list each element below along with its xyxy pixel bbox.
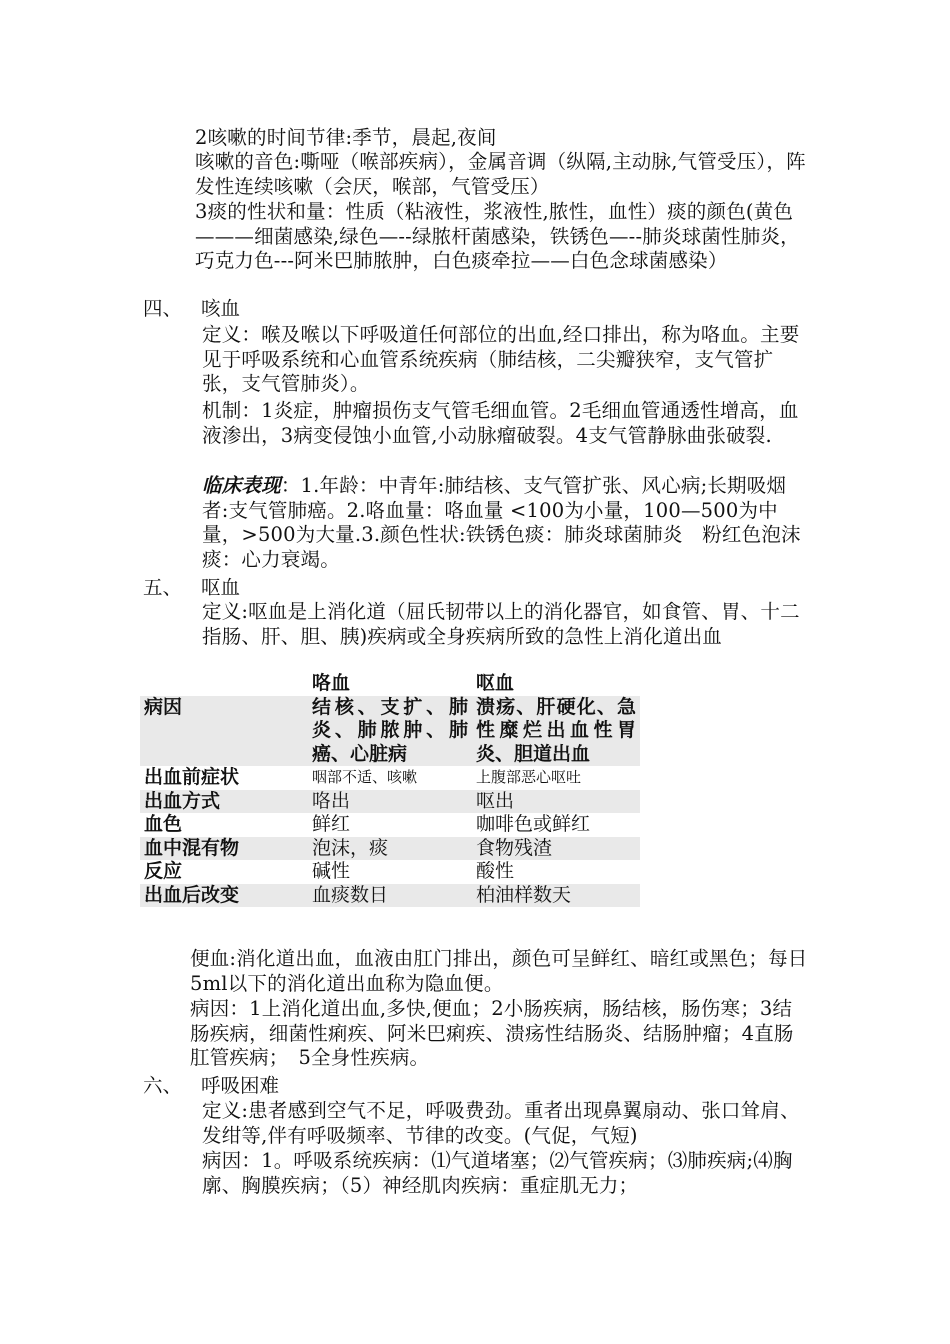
hematemesis-definition: 定义:呕血是上消化道（屈氏韧带以上的消化器官，如食管、胃、十二指肠、肝、胆、胰)疾病或全身疾病所致的急性上消化道出血	[202, 600, 800, 648]
table-row	[140, 813, 640, 837]
dyspnea-causes: 病因：1。呼吸系统疾病：⑴气道堵塞；⑵气管疾病；⑶肺疾病;⑷胸廓、胸膜疾病；（5）神经肌肉疾病：重症肌无力；	[202, 1149, 793, 1197]
table-cell: 咖啡色或鲜红	[476, 813, 591, 835]
table-cell: 鲜红	[312, 813, 351, 835]
dyspnea-definition: 定义:患者感到空气不足，呼吸费劲。重者出现鼻翼扇动、张口耸肩、发绀等,伴有呼吸频率、节律的改变。(气促，气短)	[202, 1099, 800, 1147]
table-cell: 咽部不适、咳嗽	[312, 768, 418, 786]
row-label: 病因	[140, 696, 308, 767]
hemoptysis-clinical	[202, 474, 810, 572]
table-cell: 泡沫，痰	[308, 837, 472, 861]
row-label: 血色	[144, 813, 183, 835]
table-cell: 酸性	[476, 860, 515, 882]
table-row	[140, 696, 640, 767]
cough-sputum: 3痰的性状和量：性质（粘液性，浆液性,脓性，血性）痰的颜色(黄色———细菌感染,绿色—--绿脓杆菌感染，铁锈色—--肺炎球菌性肺炎，巧克力色---阿米巴肺脓肿，白色痰牵拉——白色念球菌感染）	[195, 200, 800, 273]
row-label: 出血方式	[140, 790, 308, 814]
table-row	[140, 790, 640, 814]
table-cell: 碱性	[312, 860, 351, 882]
table-cell: 上腹部恶心呕吐	[476, 768, 582, 786]
section-6-heading	[143, 1074, 279, 1098]
section-5-heading	[143, 576, 240, 600]
clinical-text: ：1.年龄：中青年:肺结核、支气管扩张、风心病;长期吸烟者:支气管肺癌。2.咯血量：咯血量 <100为小量，100—500为中量，>500为大量.3.颜色性状:铁锈色痰：肺炎球菌肺炎 粉红色泡沫痰：心力衰竭。	[202, 474, 801, 571]
table-cell: 血痰数日	[308, 884, 472, 908]
clinical-label: 临床表现	[202, 474, 281, 497]
section-title: 呕血	[201, 576, 241, 599]
section-title: 呼吸困难	[201, 1074, 280, 1097]
table-cell: 呕出	[472, 790, 640, 814]
comparison-table	[140, 672, 640, 907]
table-row	[140, 766, 640, 790]
table-cell: 柏油样数天	[472, 884, 640, 908]
table-cell: 结核、支扩、肺炎、肺脓肿、肺癌、心脏病	[308, 696, 472, 767]
table-row	[140, 837, 640, 861]
table-header-row	[140, 672, 640, 696]
melena-definition: 便血:消化道出血，血液由肛门排出，颜色可呈鲜红、暗红或黑色；每日5ml以下的消化道出血称为隐血便。	[190, 947, 808, 995]
table-header-cell	[140, 672, 308, 696]
melena-causes: 病因：1上消化道出血,多快,便血；2小肠疾病，肠结核，肠伤寒；3结肠疾病，细菌性痢疾、阿米巴痢疾、溃疡性结肠炎、结肠肿瘤；4直肠肛管疾病； 5全身性疾病。	[190, 997, 794, 1070]
section-4-heading	[143, 297, 240, 321]
row-label: 出血后改变	[140, 884, 308, 908]
row-label: 反应	[144, 860, 183, 882]
section-number: 六、	[143, 1074, 183, 1097]
section-title: 咳血	[201, 297, 241, 320]
hemoptysis-definition: 定义：喉及喉以下呼吸道任何部位的出血,经口排出，称为咯血。主要见于呼吸系统和心血管系统疾病（肺结核，二尖瓣狭窄，支气管扩张，支气管肺炎）。	[202, 323, 800, 396]
section-number: 五、	[143, 576, 183, 599]
row-label: 血中混有物	[140, 837, 308, 861]
hemoptysis-mechanism: 机制：1炎症，肿瘤损伤支气管毛细血管。2毛细血管通透性增高，血液渗出，3病变侵蚀小血管,小动脉瘤破裂。4支气管静脉曲张破裂.	[202, 399, 799, 447]
table-header-cell: 呕血	[476, 672, 515, 694]
table-row	[140, 860, 640, 884]
table-cell: 溃疡、肝硬化、急性糜烂出血性胃炎、胆道出血	[472, 696, 640, 767]
table-header-cell: 咯血	[312, 672, 351, 694]
cough-rhythm: 2咳嗽的时间节律:季节，晨起,夜间	[195, 126, 497, 149]
table-row	[140, 884, 640, 908]
section-number: 四、	[143, 297, 183, 320]
table-cell: 咯出	[308, 790, 472, 814]
table-cell: 食物残渣	[472, 837, 640, 861]
row-label: 出血前症状	[144, 766, 240, 788]
cough-timbre: 咳嗽的音色:嘶哑（喉部疾病），金属音调（纵隔,主动脉,气管受压），阵发性连续咳嗽（会厌，喉部，气管受压）	[195, 150, 806, 198]
